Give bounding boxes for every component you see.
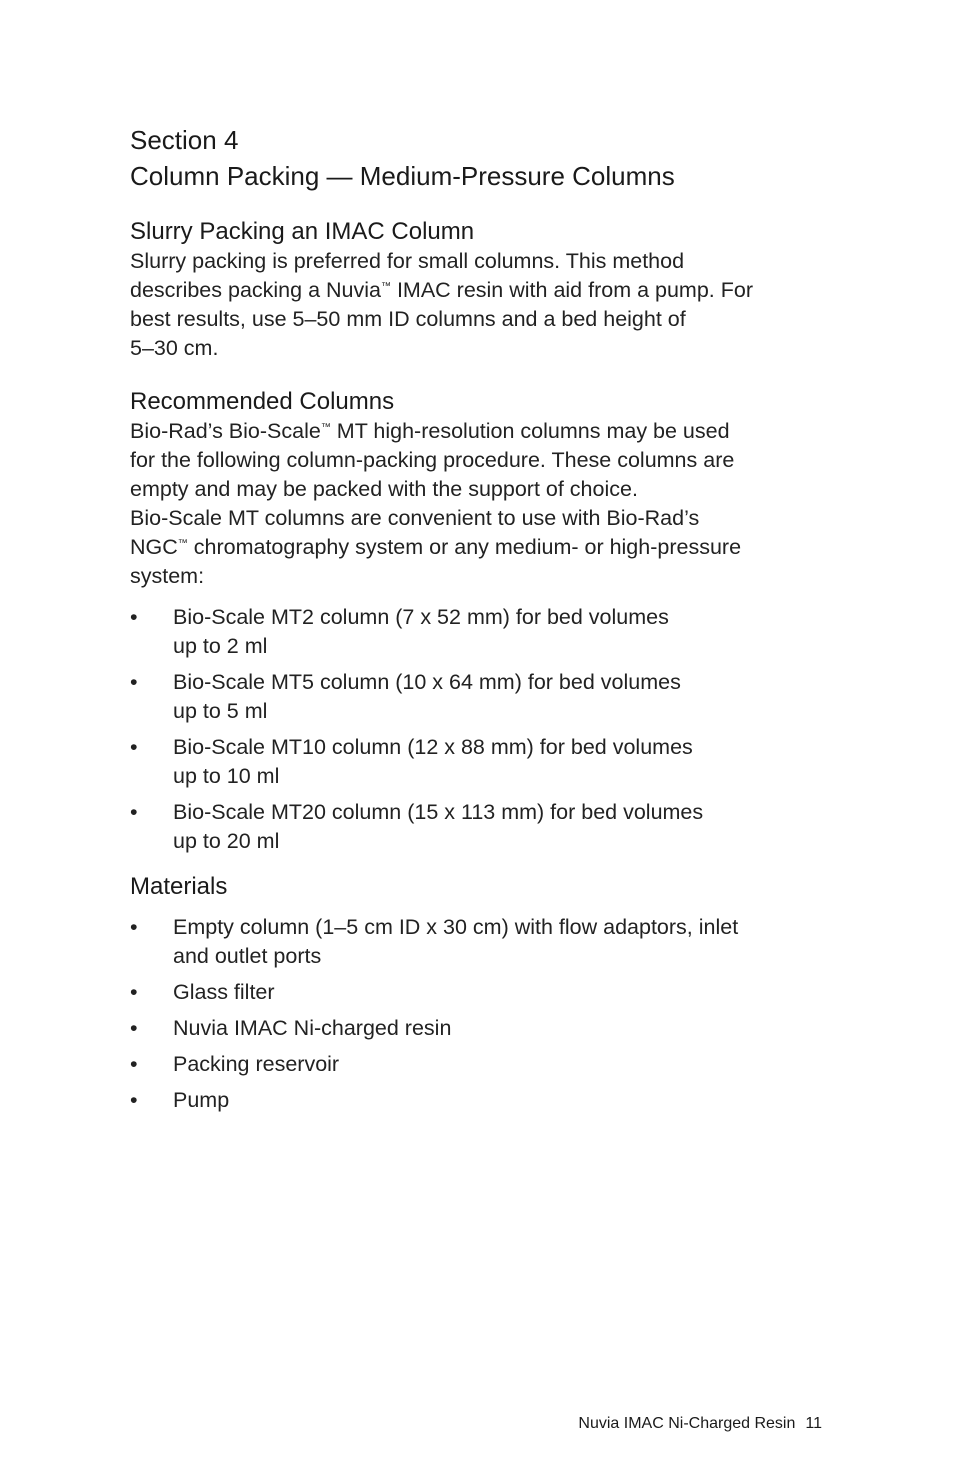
list-item-line-2: and outlet ports [173,944,322,968]
section-header [130,122,820,194]
bullet: • [130,1088,138,1112]
slurry-line-4: 5–30 cm. [130,336,219,360]
list-item [130,1086,820,1115]
page-number: 11 [805,1415,822,1432]
page-content [130,122,820,1122]
list-item [130,1050,820,1079]
list-item [130,798,820,856]
list-item [130,913,820,971]
list-item-line-1: Bio-Scale MT5 column (10 x 64 mm) for bed volumes [173,670,681,694]
list-item-line-1: Pump [173,1088,230,1112]
bullet: • [130,915,138,939]
slurry-line-3: best results, use 5–50 mm ID columns and a bed height of [130,307,686,331]
trademark-symbol: ™ [177,537,188,549]
bullet: • [130,800,138,824]
slurry-packing-block [130,217,820,363]
recommended-line-1b: MT high-resolution columns may be used [330,419,730,443]
bullet: • [130,605,138,629]
list-item-line-2: up to 2 ml [173,634,268,658]
recommended-line-2: for the following column-packing procedure. These columns are [130,448,735,472]
list-item-line-1: Bio-Scale MT2 column (7 x 52 mm) for bed volumes [173,605,669,629]
recommended-line-1a: Bio-Rad’s Bio-Scale [130,419,321,443]
list-item-line-1: Nuvia IMAC Ni-charged resin [173,1016,452,1040]
section-title: Column Packing — Medium-Pressure Columns [130,161,675,191]
recommended-line-4: Bio-Scale MT columns are convenient to use with Bio-Rad’s [130,506,700,530]
recommended-columns-paragraph [130,417,820,591]
footer-document-title: Nuvia IMAC Ni-Charged Resin [578,1415,796,1432]
materials-block [130,872,820,1115]
recommended-columns-heading: Recommended Columns [130,388,395,415]
list-item-line-1: Bio-Scale MT20 column (15 x 113 mm) for bed volumes [173,800,704,824]
list-item [130,1014,820,1043]
recommended-line-3: empty and may be packed with the support of choice. [130,477,638,501]
bullet: • [130,670,138,694]
page-footer [578,1413,822,1435]
list-item-line-1: Empty column (1–5 cm ID x 30 cm) with flow adaptors, inlet [173,915,739,939]
slurry-packing-heading: Slurry Packing an IMAC Column [130,218,475,245]
bullet: • [130,1052,138,1076]
list-item [130,978,820,1007]
bullet: • [130,980,138,1004]
recommended-line-5b: chromatography system or any medium- or high-pressure [187,535,742,559]
list-item [130,603,820,661]
trademark-symbol: ™ [320,421,331,433]
slurry-line-2b: IMAC resin with aid from a pump. For [390,278,753,302]
list-item [130,733,820,791]
trademark-symbol: ™ [380,280,391,292]
recommended-line-5a: NGC [130,535,178,559]
list-item-line-1: Packing reservoir [173,1052,340,1076]
list-item-line-2: up to 5 ml [173,699,268,723]
materials-list [130,913,820,1115]
slurry-line-2a: describes packing a Nuvia [130,278,381,302]
list-item-line-2: up to 20 ml [173,829,280,853]
list-item [130,668,820,726]
recommended-line-6: system: [130,564,205,588]
list-item-line-1: Glass filter [173,980,275,1004]
slurry-packing-paragraph [130,247,820,363]
materials-heading: Materials [130,873,228,900]
recommended-columns-block [130,387,820,856]
slurry-line-1: Slurry packing is preferred for small columns. This method [130,249,685,273]
list-item-line-1: Bio-Scale MT10 column (12 x 88 mm) for bed volumes [173,735,693,759]
column-list [130,603,820,856]
list-item-line-2: up to 10 ml [173,764,280,788]
section-number: Section 4 [130,125,239,155]
bullet: • [130,735,138,759]
bullet: • [130,1016,138,1040]
